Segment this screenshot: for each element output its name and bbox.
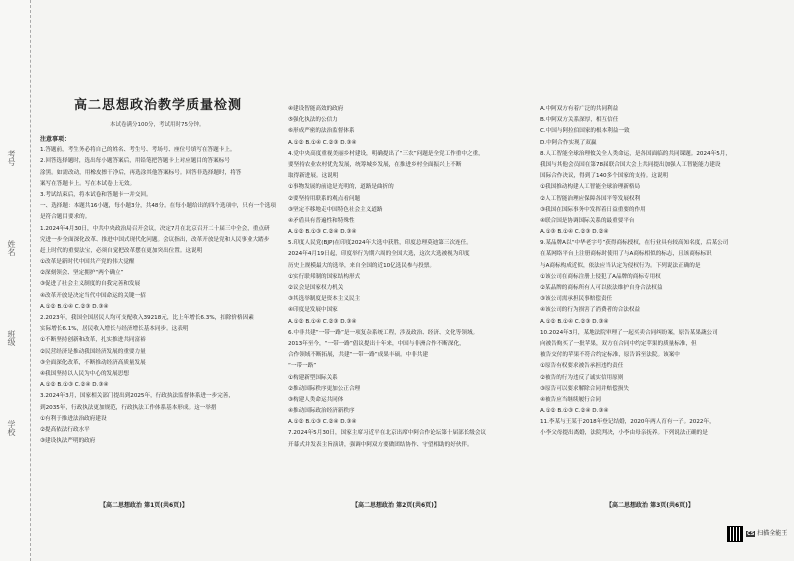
text-line: ③构建人类命运共同体 <box>288 396 344 403</box>
text-line: 5.印度人民党(BJP)在印度2024年大选中获胜，印度总理莫迪第三次连任。 <box>288 240 472 247</box>
text-line: 到2035年，行政执法更加规范，行政执法工作体系基本形成。这一举措 <box>40 404 217 411</box>
text-line: ③全面深化改革，不断推动经济高质量发展 <box>40 359 146 366</box>
text-line: 与A商标构成近似，依法应当认定为侵权行为。下列说法正确的是 <box>540 262 701 269</box>
text-line: 8.人工智能全球治理攸关全人类命运，是各国面临的共同课题。2024年5月， <box>540 150 731 157</box>
text-line: 10.2024年3月，某地法院审理了一起买卖合同纠纷案，原告某果蔬公司 <box>540 329 718 336</box>
text-line: ②议会是国家权力机关 <box>288 285 344 291</box>
text-line: ③建设执法严明的政府 <box>40 438 96 445</box>
text-line: 4.党中央高度重视美丽乡村建设，明确提出了“三农”问题是全党工作重中之重， <box>288 150 484 157</box>
notice-line: 1.答题前，考生务必将自己的姓名、考生号、考场号、座位号填写在答题卡上。 <box>40 147 236 154</box>
text-line: ⑥形成严密的法治监督体系 <box>288 128 355 135</box>
text-line: ④我国坚持以人民为中心的发展思想 <box>40 370 129 377</box>
text-line: ①有利于推进法治政府建设 <box>40 415 107 422</box>
text-line: ④建设智能高效的政府 <box>288 106 344 112</box>
notice-line: 案写在答题卡上。写在本试卷上无效。 <box>40 180 136 187</box>
text-line: 被告交付的苹果不符合约定标准，原告诉至法院。该案中 <box>540 352 680 359</box>
text-line: A.①② B.①④ C.②③ D.③④ <box>540 318 609 325</box>
notice-line: 涂黑。如需改动，用橡皮擦干净后，再选涂其他答案标号。回答非选择题时，将答 <box>40 169 242 176</box>
text-line: ④矛盾具有普遍性和特殊性 <box>288 217 355 224</box>
text-line: 向被告购买了一批苹果，双方在合同中约定苹果的质量标准，但 <box>540 340 697 347</box>
text-line: ⑤强化执法的公信力 <box>288 117 338 124</box>
margin-label: 学校 <box>7 420 16 436</box>
text-line: A.①② B.①④ C.②③ D.③④ <box>288 139 357 146</box>
text-line: ②某品牌的商标所有人可以依法维护自身合法权益 <box>540 285 663 291</box>
text-line: ④改革开放是决定当代中国命运的关键一招 <box>40 292 146 299</box>
notice-line: 2.回答选择题时，选出每小题答案后，用铅笔把答题卡上对应题目的答案标号 <box>40 158 230 165</box>
text-line: A.①② B.①④ C.②③ D.③④ <box>288 318 357 325</box>
question-block <box>540 104 780 440</box>
text-line: 历史上规模最大的选举，来自全国的近10亿选民参与投票。 <box>288 262 435 269</box>
notice-line: 3.考试结束后，将本试卷和答题卡一并交回。 <box>40 191 152 198</box>
text-line: 合作领域不断拓展，共建“一带一路”成果丰硕。中非共建 <box>288 352 429 359</box>
text-line: 3.2024年3月，国家相关部门提出到2025年，行政执法监督体系进一步完善， <box>40 393 234 400</box>
text-line: 7.2024年5月30日，国家主席习近平在北京出席中阿合作论坛第十届部长级会议 <box>288 430 487 437</box>
text-line: 要坚持农业农村优先发展，统筹城乡发展，在推进乡村全面振兴上不断 <box>288 161 462 168</box>
page-footer: 【高二思想政治 第3页(共6页)】 <box>606 502 694 509</box>
text-line: A.①② B.①③ C.②④ D.③④ <box>288 419 357 426</box>
text-line: ①事物发展的前途是光明的，道路是曲折的 <box>288 184 394 191</box>
text-line: 我国与其他会员国在第78届联合国大会上共同提出加强人工智能能力建设 <box>540 161 721 168</box>
text-line: C.中国与阿拉伯国家的根本利益一致 <box>540 128 630 135</box>
margin-label: 班级 <box>7 330 16 346</box>
text-line: ④该公司的行为损害了消费者的合法权益 <box>540 307 641 314</box>
text-line: B.中阿双方关系深厚，相互信任 <box>540 117 619 124</box>
margin-label: 考号 <box>7 150 16 166</box>
text-line: ①不断坚持创新和改革，扎实推进共同富裕 <box>40 337 146 344</box>
margin-label: 姓名 <box>7 240 16 256</box>
text-line: ②被告的行为违反了诚实信用原则 <box>540 374 624 381</box>
text-line: 取得新进展。这说明 <box>288 173 339 180</box>
text-line: ②深刻领会、坚定拥护“两个确立” <box>40 270 124 277</box>
page-title: 高二思想政治教学质量检测 <box>73 98 242 113</box>
page-column-3 <box>540 104 780 440</box>
text-line: 11.李某与王某于2018年登记结婚，2020年两人育有一子。2022年， <box>540 419 715 426</box>
scanner-watermark: CS 扫描全能王 <box>747 530 788 537</box>
question-block <box>40 201 276 447</box>
text-line: ③该公司需承担民事赔偿责任 <box>540 296 613 303</box>
text-line: ③我国在国际事务中发挥着日益重要的作用 <box>540 206 646 213</box>
question-block <box>288 104 526 451</box>
page-column-2 <box>288 104 526 451</box>
text-line: A.①② B.①④ C.②③ D.③④ <box>40 303 109 310</box>
text-line: A.①③ B.①④ C.②③ D.②④ <box>540 229 609 236</box>
exam-subtitle: 本试卷满分100分，考试用时75分钟。 <box>110 122 205 128</box>
page-footer: 【高二思想政治 第1页(共6页)】 <box>100 502 188 509</box>
text-line: 一、选择题：本题共16小题，每小题3分，共48分。在每小题给出的四个选项中，只有一个选项 <box>40 203 276 210</box>
text-line: 实际增长6.1%，居民收入增长与经济增长基本同步。这表明 <box>40 326 189 333</box>
text-line: ②提高依法行政水平 <box>40 426 90 433</box>
scanner-label: 扫描全能王 <box>757 530 788 537</box>
text-line: D.中阿合作实现了双赢 <box>540 139 597 146</box>
text-line: ②要坚持用联系的观点看问题 <box>288 195 361 202</box>
text-line: 开幕式并发表主旨演讲，强调中阿双方要做团结协作、守望相助的好伙伴。 <box>288 441 473 448</box>
text-line: 9.某品牌A以“中华老字号”获得商标授权，在行业具有较高知名度，后某公司 <box>540 240 729 247</box>
text-line: 是符合题目要求的。 <box>40 214 91 221</box>
text-line: 赶上时代的重要法宝，必须自觉把改革摆在更加突出位置。这说明 <box>40 247 203 254</box>
text-line: ②推动国际秩序更加公正合理 <box>288 385 361 392</box>
text-line: 国际合作决议，得到了140多个国家的支持。这说明 <box>540 173 669 180</box>
text-line: ①该公司在商标注册上侵犯了A品牌的商标专用权 <box>540 273 661 280</box>
text-line: 1.2024年4月30日，中共中央政治局召开会议，决定7月在北京召开二十届三中全会，重点研 <box>40 225 270 232</box>
text-line: 究进一步全面深化改革、推进中国式现代化问题。会议指出，改革开放是党和人民事业大踏步 <box>40 236 270 243</box>
qr-code-icon <box>727 526 743 542</box>
text-line: A.①② B.①③ C.②④ D.③④ <box>288 229 357 236</box>
page-footer: 【高二思想政治 第2页(共6页)】 <box>352 502 440 509</box>
text-line: “一带一路” <box>288 363 317 370</box>
text-line: A.中阿双方有着广泛的共同利益 <box>540 106 619 112</box>
text-line: 6.中非共建“一带一路”是一项复杂系统工程，涉及政治、经济、文化等领域。 <box>288 329 479 336</box>
text-line: ③其选举制度是资本主义民主 <box>288 296 361 303</box>
text-line: ②人工智能治理应保障各国平等发展权利 <box>540 195 641 202</box>
text-line: 2013年至今，“一带一路”倡议提出十年来，中国与非洲合作不断深化， <box>288 340 465 347</box>
notice-heading: 注意事项： <box>40 136 71 143</box>
text-line: ②民营经济是推动我国经济发展的重要力量 <box>40 348 146 355</box>
text-line: ①改革是新时代中国共产党的伟大觉醒 <box>40 259 135 266</box>
text-line: 在某网络平台上注册商标时使用了与A商标相似的标志，且该商标标识 <box>540 251 712 258</box>
text-line: ①我国推动构建人工智能全球治理新格局 <box>540 184 641 191</box>
text-line: ①原告有权要求被告承担违约责任 <box>540 363 624 370</box>
text-line: A.①② B.①③ C.②④ D.③④ <box>540 408 609 415</box>
text-line: ④推动国际政治经济新秩序 <box>288 408 355 415</box>
text-line: ③坚定不移地走中国特色社会主义道路 <box>288 206 383 213</box>
text-line: ④印度是发展中国家 <box>288 307 338 314</box>
text-line: A.①② B.①③ C.②④ D.③④ <box>40 382 109 389</box>
text-line: 2024年4月19日起，印度举行为期六周的全国大选，这次大选被视为印度 <box>288 251 470 258</box>
text-line: ④被告应当继续履行合同 <box>540 396 601 403</box>
text-line: ①构建新型国际关系 <box>288 374 338 381</box>
binding-margin <box>0 0 31 561</box>
text-line: ③促进了社会主义制度的自我完善和发展 <box>40 281 141 288</box>
text-line: 小李父母提出离婚，法院判决，小李由母亲抚养。下列说法正确的是 <box>540 430 708 437</box>
text-line: ④联合国是协调国际关系的最重要平台 <box>540 217 635 224</box>
text-line: 2.2023年，我国全国居民人均可支配收入39218元，比上年增长6.3%，扣除价格因素 <box>40 315 254 321</box>
text-line: ①实行联邦制的国家结构形式 <box>288 273 361 280</box>
text-line: ③原告可以要求解除合同并赔偿损失 <box>540 385 629 392</box>
page-column-1 <box>40 134 276 447</box>
